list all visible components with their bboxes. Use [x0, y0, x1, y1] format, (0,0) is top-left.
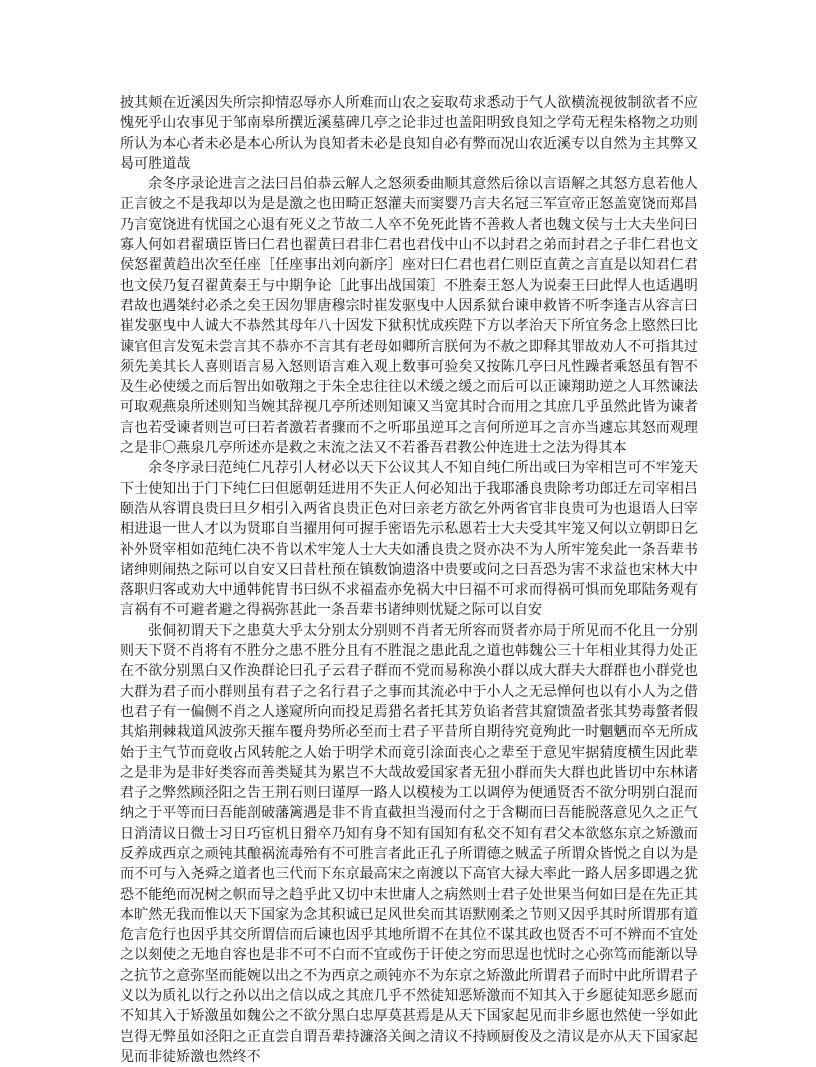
paragraph-1: 披其颊在近溪因失所宗抑情忍辱亦人所难而山农之妄取苟求悉动于气人欲横流视彼制欲者不应愧死乎山农事见于邹南皋所撰近溪墓碑几亭之论非过也盖阳明致良知之学苟无程朱格物之功则所认为本心者未必是本心所认为良知者未必是良知自必有弊而况山农近溪专以自然为主其弊又曷可胜道哉 [120, 95, 698, 172]
paragraph-4: 张侗初谓天下之患莫大乎太分别太分别则不肖者无所容而贤者亦局于所见而不化且一分别则天下贤不肖将有不胜分之患不胜分且有不胜混之患此乱之道也韩魏公三十年相业其得力处正在不欲分别黑白又作涣群论曰孔子云君子群而不党而易称涣小群以成大群夫大群群也小群党也大群为君子而小群则虽有君子之名行君子之事而其流必中于小人之无忌惮何也以有小人为之借也君子有一偏侧不肖之人遂窥所向而投足焉猎名者托其芳负谄者营其窟馈盈者张其势毒螫者假其焰荆棘栽道风波弥天摧车覆舟势所必至而士君子平昔所自期待究竟殉此一时魍魉而卒无所成始于主气节而竟收占风转舵之人始于明学术而竟引涂面丧心之辈至于意见牢据猜度横生因此辈之是非为是非好类容而善类疑其为累岂不大哉故爱国家者无狃小群而失大群也此皆切中东林诸君子之弊然顾泾阳之告王荆石则曰谨厚一路人以模棱为工以调停为便通贤否不欲分明别白混而纳之于平等而曰吾能剖破藩篱遇是非不肯直截担当漫而付之于含糊而曰吾能脱落意见久之正气日消清议日微士习日巧宦机日猾卒乃知有身不知有国知有私交不知有君父本欲悠东京之矫激而反养成西京之顽钝其酿祸流毒殆有不可胜言者此正孔子所谓德之贼孟子所谓众皆悦之自以为是而不可与入尧舜之道者也三代而下东京最高宋之南渡以下高官大禄大率此一路人居多即遇之犹恐不能绝而况树之帜而导之趋乎此又切中末世庸人之病然则士君子处世果当何如曰是在先正其本旷然无我而惟以天下国家为念其积诚已足风世矣而其语默刚柔之节则又因乎其时所谓那有道危言危行也因乎其交所谓信而后谏也因乎其地所谓不在其位不谋其政也贤否不可不辨而不宜处之以刻使之无地自容也是非不可不白而不宜或伤于讦使之穷而思逞也忧时之心弥笃而能渐以导之抗节之意弥坚而能婉以出之不为西京之顽钝亦不为东京之矫激此所谓君子而时中此所谓君子义以为质礼以行之孙以出之信以成之其庶几乎不然徒知恶矫激而不知其入于乡愿徒知恶乡愿而不知其入于矫激虽如魏公之不欲分黑白忠厚莫甚焉是从天下国家起见而非乡愿也然使一㜽如此岂得无弊虽如泾阳之正直尝自谓吾辈持濂洛关闽之清议不持顾厨俊及之清议是亦从天下国家起见而非徒矫激也然终不 [120, 622, 698, 1065]
document-page [120, 93, 698, 1065]
paragraph-2: 余冬序录论进言之法曰吕伯恭云解人之怒须委曲顺其意然后徐以言语解之其怒方息若他人正言彼之不是我却以为是是激之也田畸正怒灌夫而窦婴乃言夫名冠三军宣帝正怒盖宽饶而郑昌乃言宽饶进有忧国之心退有死义之节故二人卒不免死此皆不善救人者也魏文侯与士大夫坐问曰寡人何如君翟璜臣皆曰仁君也翟黄曰君非仁君也君伐中山不以封君之弟而封君之子非仁君也文侯怒翟黄趋出次至任座［任座事出刘向新序］座对曰仁君也君仁则臣直黄之言直是以知君仁君也文侯乃复召翟黄秦王与中期争论［此事出战国策］不胜秦王怒人为说秦王曰此悍人也适遇明君故也遇桀纣必杀之矣王因勿罪唐穆宗时崔发驱曳中人因系狱台谏申救皆不听李逢吉从容言曰崔发驱曳中人诚大不恭然其母年八十因发下狱积忧成疾陛下方以孝治天下所宜务念上愍然曰比谏官但言发冤未尝言其不恭亦不言其有老母如卿所言朕何为不赦之即释其罪故劝人不可指其过须先美其长人喜则语言易入怒则语言难入观上数事可验矣又按陈几亭曰凡性躁者乘怒虽有智不及生必使缓之而后智出如敬翔之于朱全忠往往以术缓之缓之而后可以正谏翔助逆之人耳然谏法可取观燕泉所述则知当婉其辞视几亭所述则知谏又当宽其时合而用之其庶几乎虽然此皆为谏者言也若受谏者则岂可曰若者激若者骤而不之听耶虽逆耳之言何所逆耳之言亦当遽忘其怒而观理之是非〇燕泉几亭所述亦是救之末流之法又不若番吾君教公仲连进士之法为得其本 [120, 176, 698, 457]
paragraph-3: 余冬序录曰范纯仁凡荐引人材必以天下公议其人不知自纯仁所出或曰为宰相岂可不牢笼天下士使知出于门下纯仁曰但愿朝廷进用不失正人何必知出于我耶潘良贵除考功郎迁左司宰相吕颐浩从容谓良贵曰旦夕相引入两省良贵正色对曰亲老方欲乞外两省官非良贵可为也退语人曰宰相进退一世人才以为贤耶自当擢用何可握手密语先示私恩若士大夫受其牢笼又何以立朝即日乞补外贤宰相如范纯仁决不肯以术牢笼人士大夫如潘良贵之贤亦决不为人所牢笼矣此一条吾辈书诸绅则闹热之际可以自安又曰昔杜预在镇数饷遗洛中贵要或问之曰吾恐为害不求益也宋林大中落职归客或劝大中通韩侂胄书曰纵不求福盍亦免祸大中曰福不可求而得祸可惧而免耶陆务观有言祸有不可避者避之得祸弥甚此一条吾辈书诸绅则忧疑之际可以自安 [120, 460, 698, 619]
